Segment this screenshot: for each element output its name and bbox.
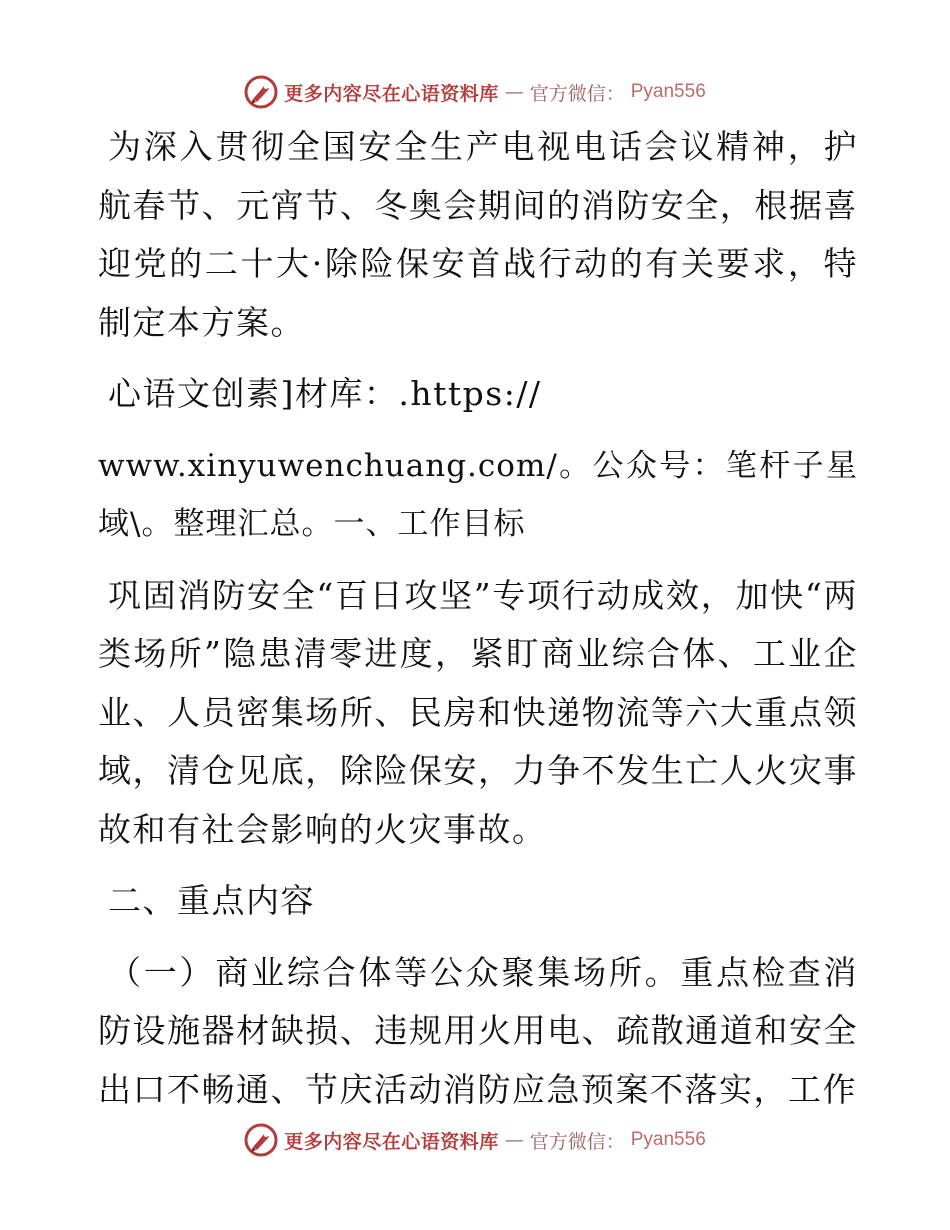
banner-wechat-id: Pyan556	[630, 1129, 706, 1150]
banner-separator: —	[504, 81, 524, 103]
pen-nib-logo-icon	[244, 75, 278, 109]
document-body	[98, 118, 858, 1119]
banner-wechat-label: 官方微信：	[529, 82, 625, 105]
paragraph-intro: 为深入贯彻全国安全生产电视电话会议精神，护航春节、元宵节、冬奥会期间的消防安全，根据喜迎党的二十大·除险保安首战行动的有关要求，特制定本方案。	[98, 127, 858, 342]
footer-watermark-banner	[0, 1120, 950, 1160]
paragraph-goal: 巩固消防安全“百日攻坚”专项行动成效，加快“两类场所”隐患清零进度，紧盯商业综合体、工业企业、人员密集场所、民房和快递物流等六大重点领域，清仓见底，除险保安，力争不发生亡人火灾事故和有社会影响的火灾事故。	[98, 575, 858, 849]
paragraph-source-url: www.xinyuwenchuang.com/。公众号：笔杆子星域\。整理汇总。一、工作目标	[98, 447, 858, 542]
banner-text: 更多内容尽在心语资料库	[284, 1130, 499, 1153]
banner-wechat-id: Pyan556	[630, 81, 706, 102]
banner-wechat-label: 官方微信：	[529, 1130, 625, 1153]
banner-separator: —	[504, 1129, 524, 1151]
banner-text: 更多内容尽在心语资料库	[284, 82, 499, 105]
section-heading-key-content: 二、重点内容	[108, 881, 315, 920]
paragraph-item-1: （一）商业综合体等公众聚集场所。重点检查消防设施器材缺损、违规用火用电、疏散通道和安全出口不畅通、节庆活动消防应急预案不落实，工作	[98, 952, 858, 1109]
paragraph-source-line: 心语文创素]材库：.https://	[108, 374, 542, 413]
header-watermark-banner	[0, 72, 950, 112]
pen-nib-logo-icon	[244, 1123, 278, 1157]
